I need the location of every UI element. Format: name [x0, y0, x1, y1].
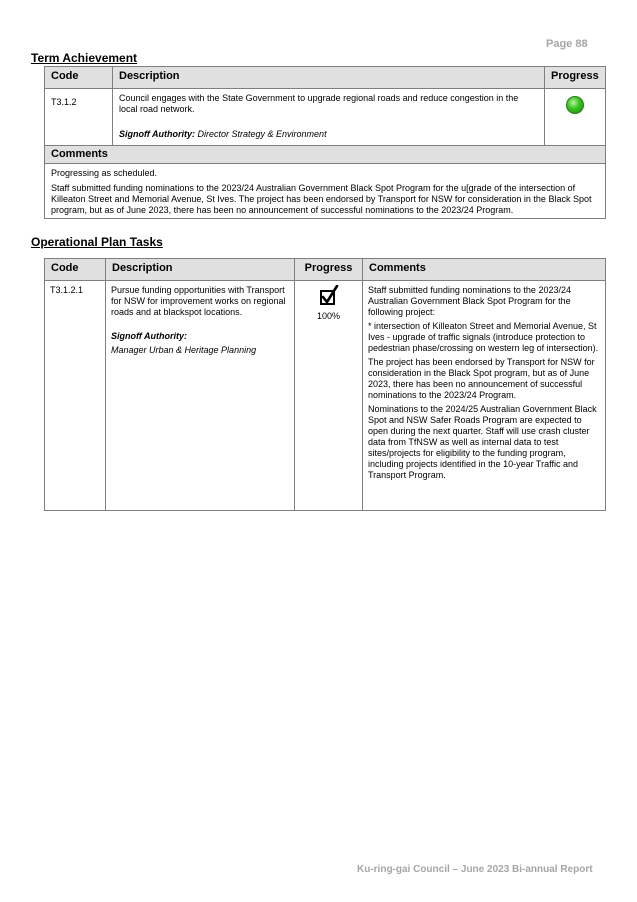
ops-signoff-value: Manager Urban & Heritage Planning [111, 345, 257, 355]
ops-progress-header: Progress [295, 259, 363, 281]
term-code: T3.1.2 [45, 89, 113, 146]
term-description-cell [113, 89, 545, 146]
ops-description-cell [106, 281, 295, 511]
checkbox-checked-icon [298, 285, 359, 311]
ops-comments-header: Comments [363, 259, 606, 281]
term-comments-cell [45, 164, 606, 219]
progress-value: 100% [316, 311, 341, 321]
operational-plan-table [44, 258, 606, 511]
ops-progress-cell [295, 281, 363, 511]
ops-code: T3.1.2.1 [45, 281, 106, 511]
progress-header: Progress [545, 67, 606, 89]
description-header: Description [113, 67, 545, 89]
operational-plan-heading: Operational Plan Tasks [31, 235, 163, 249]
code-header: Code [45, 67, 113, 89]
signoff-value: Director Strategy & Environment [197, 129, 327, 139]
term-comment-1: Progressing as scheduled. [51, 168, 158, 178]
term-comment-2: Staff submitted funding nominations to the 2023/24 Australian Government Black Spot Program for the u[grade of the intersection of Killeaton Street and Memorial Avenue, St Ives. The project has been endorsed by Transport for NSW for consideration in the Black Spot program, but as of June 2023, there has been no announcement of successful nominations to the 2023/24 Program. [51, 183, 592, 215]
ops-comment-4: Nominations to the 2024/25 Australian Government Black Spot and NSW Safer Roads Program are expected to open during the next quarter. Staff will use crash cluster data from TfNSW as well as internal data to test sites/projects for eligibility to the funding program, including projects identified in the 10-year Traffic and Transport Program. [368, 404, 597, 480]
ops-comment-3: The project has been endorsed by Transport for NSW for consideration in the Black Spot program, but as of June 2023, there has been no announcement of successful nominations to the 2023/24 Program. [368, 357, 595, 400]
term-progress-cell [545, 89, 606, 146]
ops-code-header: Code [45, 259, 106, 281]
signoff-label: Signoff Authority: [119, 129, 195, 139]
term-signoff [119, 129, 538, 140]
ops-signoff-label: Signoff Authority: [111, 331, 187, 341]
ops-comment-1: Staff submitted funding nominations to the 2023/24 Australian Government Black Spot Program for the following project: [368, 285, 571, 317]
term-achievement-table [44, 66, 606, 219]
report-footer: Ku-ring-gai Council – June 2023 Bi-annual Report [357, 864, 593, 875]
term-description: Council engages with the State Government to upgrade regional roads and reduce congestion in the local road network. [119, 93, 519, 114]
page-number: Page 88 [546, 38, 588, 50]
ops-comment-2: * intersection of Killeaton Street and Memorial Avenue, St Ives - upgrade of traffic signals (introduce protection to pedestrian phase/crossing on western leg of intersection). [368, 321, 599, 353]
ops-description: Pursue funding opportunities with Transport for NSW for improvement works on regional roads and at blackspot locations. [111, 285, 286, 317]
ops-description-header: Description [106, 259, 295, 281]
term-achievement-heading: Term Achievement [31, 51, 138, 65]
ops-comments-cell [363, 281, 606, 511]
green-status-icon [566, 96, 584, 114]
comments-header: Comments [45, 146, 606, 164]
